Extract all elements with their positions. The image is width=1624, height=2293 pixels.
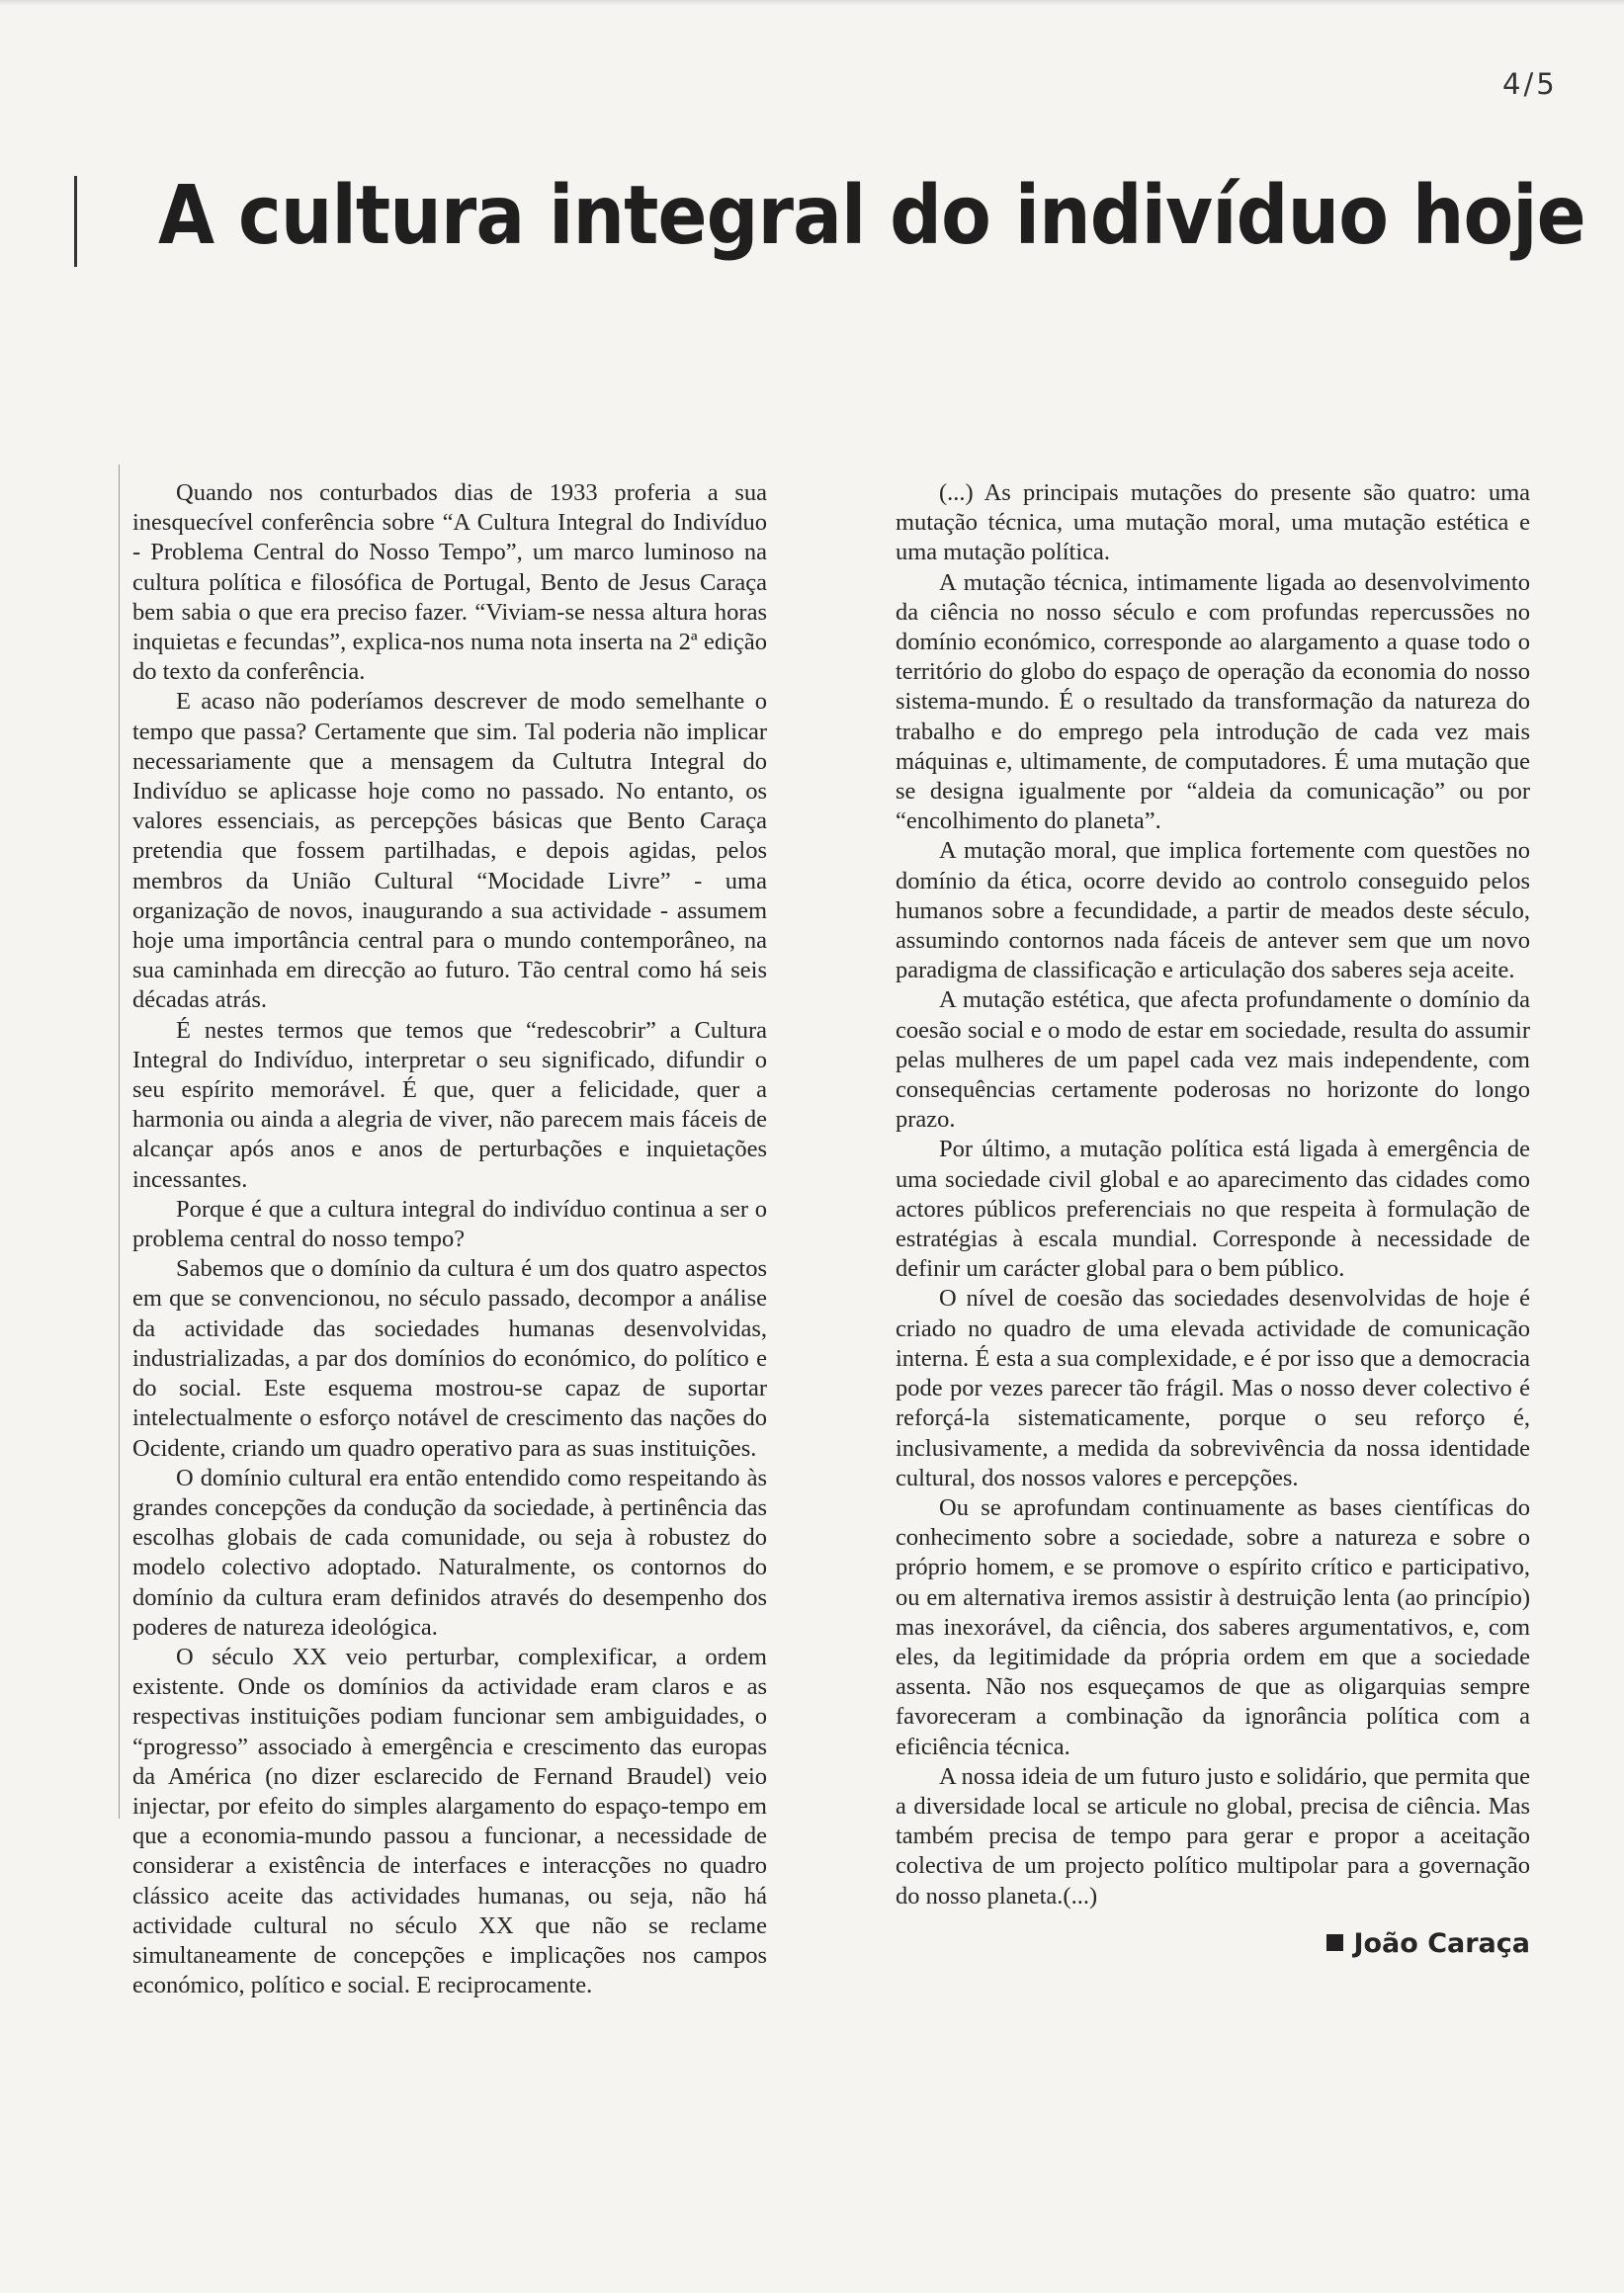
paragraph: O século XX veio perturbar, complexificar, a ordem existente. Onde os domínios da actividade eram claros e as respectivas instituições podiam funcionar sem ambiguidades, o “progresso” associado à emergência e crescimento das europas da América (no dizer esclarecido de Fernand Braudel) veio injectar, por efeito do simples alargamento do espaço-tempo em que a economia-mundo passou a funcionar, a necessidade de considerar a existência de interfaces e interacções no quadro clássico aceite das actividades humanas, ou seja, não há actividade cultural no século XX que não se reclame simultaneamente de concepções e implicações nos campos económico, político e social. E reciprocamente. — [132, 1643, 767, 1999]
paragraph: E acaso não poderíamos descrever de modo semelhante o tempo que passa? Certamente que sim. Tal poderia não implicar necessariamente que a mensagem da Cultutra Integral do Indivíduo se aplicasse hoje como no passado. No entanto, os valores essenciais, as percepções básicas que Bento Caraça pretendia que fossem partilhadas, e depois agidas, pelos membros da União Cultural “Mocidade Livre” - uma organização de novos, inaugurando a sua actividade - assumem hoje uma importância central para o mundo contemporâneo, na sua caminhada em direcção ao futuro. Tão central como há seis décadas atrás. — [132, 688, 767, 1014]
scan-edge — [0, 0, 1624, 6]
column-margin-rule — [119, 465, 120, 1819]
paragraph: A mutação moral, que implica fortemente com questões no domínio da ética, ocorre devido ao controlo conseguido pelos humanos sobre a fecundidade, a partir de meados deste século, assumindo contornos nada fáceis de antever sem que um novo paradigma de classificação e articulação dos saberes seja aceite. — [896, 837, 1530, 984]
paragraph: A nossa ideia de um futuro justo e solidário, que permita que a diversidade local se articule no global, precisa de ciência. Mas também precisa de tempo para gerar e propor a aceitação colectiva de um projecto político multipolar para a governação do nosso planeta.(...) — [896, 1762, 1530, 1910]
page-number: 4/5 — [1502, 67, 1558, 101]
paragraph: Por último, a mutação política está ligada à emergência de uma sociedade civil global e ao aparecimento das cidades como actores públicos preferenciais no que respeita à formulação de estratégias à escala mundial. Corresponde à necessidade de definir um carácter global para o bem público. — [896, 1136, 1530, 1283]
paragraph: Sabemos que o domínio da cultura é um dos quatro aspectos em que se convencionou, no século passado, decompor a análise da actividade das sociedades humanas desenvolvidas, industrializadas, a par dos domínios do económico, do político e do social. Este esquema mostrou-se capaz de suportar intelectualmente o esforço notável de crescimento das nações do Ocidente, criando um quadro operativo para as suas instituições. — [132, 1255, 767, 1462]
paragraph: Ou se aprofundam continuamente as bases científicas do conhecimento sobre a sociedade, sobre a natureza e sobre o próprio homem, e se promove o espírito crítico e participativo, ou em alternativa iremos assistir à destruição lenta (ao princípio) mas inexorável, da ciência, dos saberes argumentativos, e, com eles, da legitimidade da própria ordem em que a sociedade assenta. Não nos esqueçamos de que as oligarquias sempre favoreceram a combinação da ignorância política com a eficiência técnica. — [896, 1493, 1530, 1760]
paragraph: Porque é que a cultura integral do indivíduo continua a ser o problema central do nosso tempo? — [132, 1195, 767, 1253]
byline-square-icon — [1326, 1934, 1343, 1951]
paragraph: A mutação técnica, intimamente ligada ao desenvolvimento da ciência no nosso século e com profundas repercussões no domínio económico, corresponde ao alargamento a quase todo o território do globo do espaço de operação da economia do nosso sistema-mundo. É o resultado da transformação da natureza do trabalho e do emprego pela introdução de cada vez mais máquinas e, ultimamente, de computadores. É uma mutação que se designa igualmente por “aldeia da comunicação” ou por “encolhimento do planeta”. — [896, 568, 1530, 835]
paragraph: O domínio cultural era então entendido como respeitando às grandes concepções da condução da sociedade, à pertinência das escolhas globais de cada comunidade, ou seja à robustez do modelo colectivo adoptado. Naturalmente, os contornos do domínio da cultura eram definidos através do desempenho dos poderes de natureza ideológica. — [132, 1464, 767, 1641]
paragraph: É nestes termos que temos que “redescobrir” a Cultura Integral do Indivíduo, interpretar o seu significado, difundir o seu espírito memorável. É que, quer a felicidade, quer a harmonia ou ainda a alegria de viver, não parecem mais fáceis de alcançar após anos e anos de perturbações e inquietações incessantes. — [132, 1016, 767, 1193]
article-column-right — [896, 478, 1530, 1959]
article-title: A cultura integral do indivíduo hoje — [158, 169, 1585, 263]
paragraph: (...) As principais mutações do presente são quatro: uma mutação técnica, uma mutação moral, uma mutação estética e uma mutação política. — [896, 479, 1530, 566]
article-column-left — [132, 478, 767, 2000]
paragraph: A mutação estética, que afecta profundamente o domínio da coesão social e o modo de estar em sociedade, resulta do assumir pelas mulheres de um papel cada vez mais independente, com consequências certamente poderosas no horizonte do longo prazo. — [896, 986, 1530, 1134]
title-margin-rule — [74, 176, 77, 267]
paragraph: Quando nos conturbados dias de 1933 proferia a sua inesquecível conferência sobre “A Cultura Integral do Indivíduo - Problema Central do Nosso Tempo”, um marco luminoso na cultura política e filosófica de Portugal, Bento de Jesus Caraça bem sabia o que era preciso fazer. “Viviam-se nessa altura horas inquietas e fecundas”, explica-nos numa nota inserta na 2ª edição do texto da conferência. — [132, 479, 767, 686]
paragraph: O nível de coesão das sociedades desenvolvidas de hoje é criado no quadro de uma elevada actividade de comunicação interna. É esta a sua complexidade, e é por isso que a democracia pode por vezes parecer tão frágil. Mas o nosso dever colectivo é reforçá-la sistematicamente, porque o seu reforço é, inclusivamente, a medida da sobrevivência da nossa identidade cultural, dos nossos valores e percepções. — [896, 1285, 1530, 1491]
author-name: João Caraça — [1353, 1927, 1530, 1959]
author-byline — [896, 1929, 1530, 1959]
